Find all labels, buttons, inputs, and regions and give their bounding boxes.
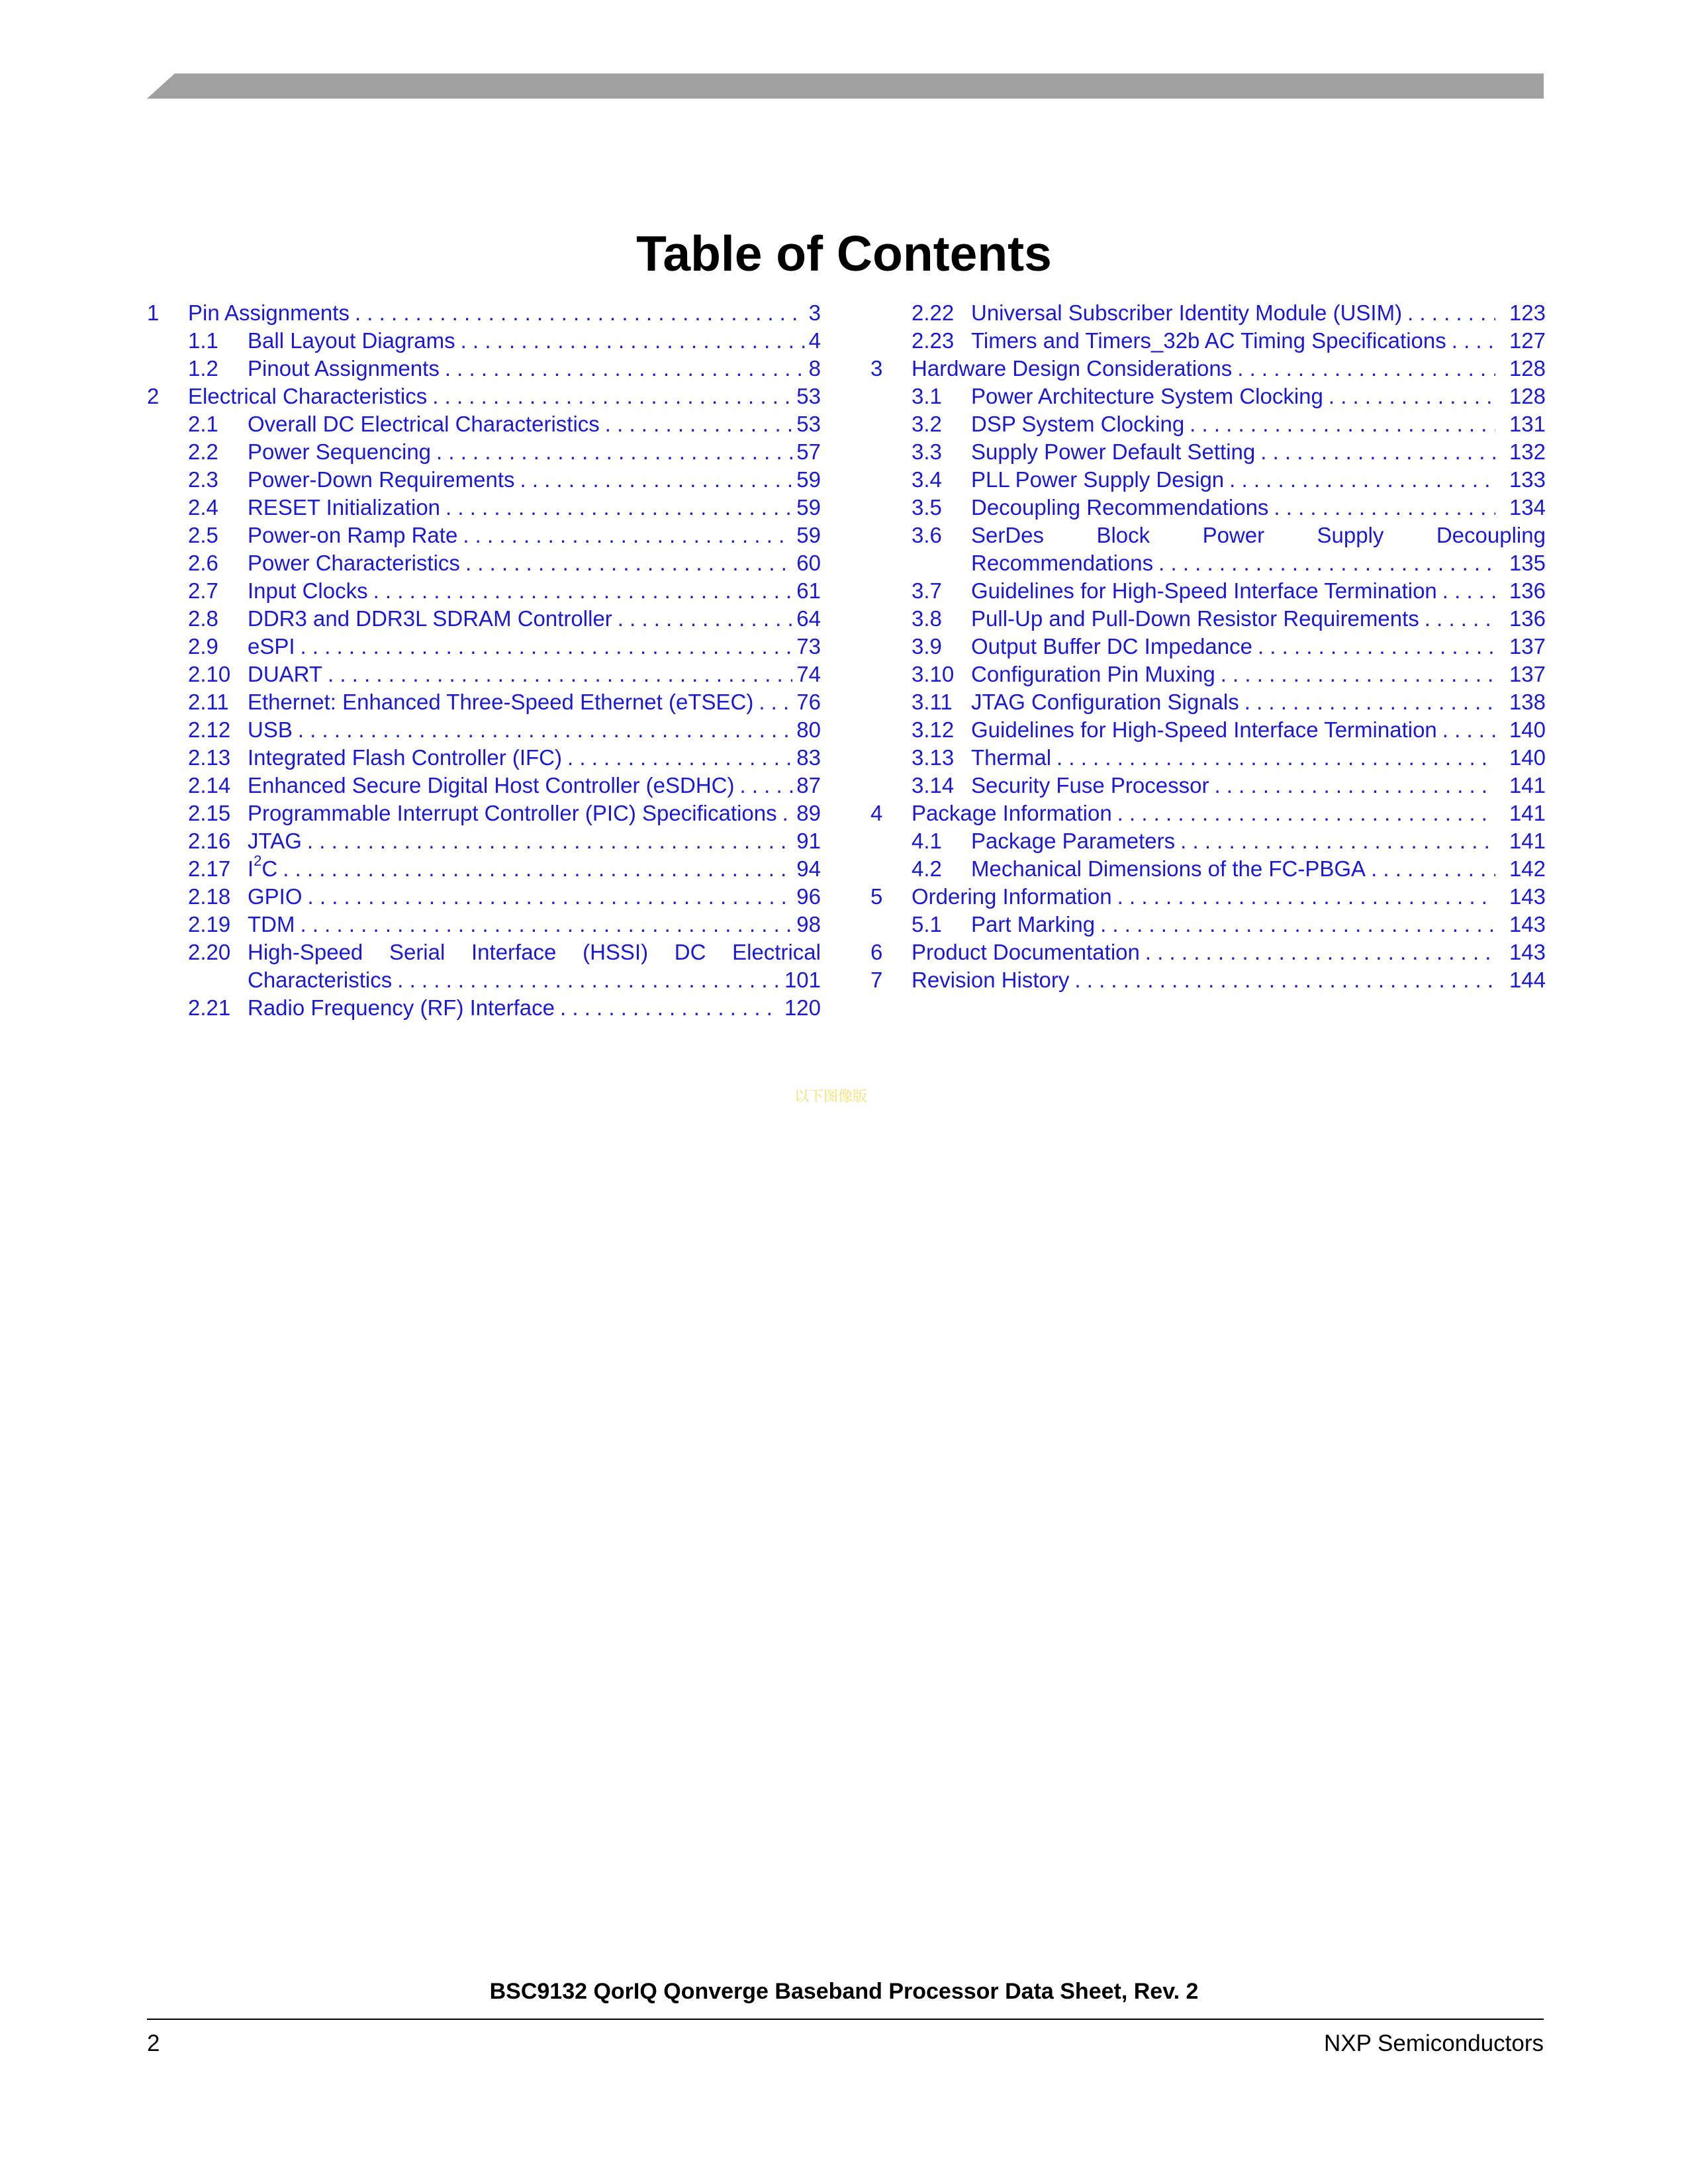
toc-entry-page: 73 [796,634,821,659]
toc-entry[interactable] [870,827,1546,855]
toc-entry-page: 61 [796,578,821,603]
toc-right-column [870,299,1546,994]
toc-entry-title: eSPI [248,634,295,659]
toc-entry[interactable] [147,383,821,410]
toc-entry[interactable] [870,438,1546,466]
toc-entry-title: Programmable Interrupt Controller (PIC) Specifications [248,801,777,825]
toc-entry[interactable] [147,883,821,911]
toc-entry-page: 142 [1509,856,1546,881]
toc-entry-page: 64 [796,606,821,631]
toc-entry[interactable] [870,744,1546,772]
toc-dot-leader [1229,466,1495,494]
toc-entry-title-sup: 2 [254,852,262,869]
toc-entry-page: 98 [796,912,821,936]
toc-dot-leader [308,883,793,911]
toc-entry-number: 2.2 [188,439,218,464]
toc-dot-leader [298,716,792,744]
toc-entry-number: 2.18 [188,884,231,909]
toc-entry-number: 1 [147,300,160,325]
toc-entry-title: Power Architecture System Clocking [971,384,1323,408]
toc-dot-leader [1180,827,1495,855]
toc-entry-number: 3 [870,356,883,381]
toc-entry[interactable] [870,466,1546,494]
toc-entry-page: 141 [1509,829,1546,853]
toc-dot-leader [1371,855,1495,883]
toc-dot-leader [1056,744,1495,772]
toc-dot-leader [618,605,792,633]
toc-entry[interactable] [147,577,821,605]
toc-entry-title: Hardware Design Considerations [912,356,1233,381]
toc-dot-leader [1214,772,1495,799]
toc-dot-leader [520,466,793,494]
toc-entry[interactable] [147,633,821,660]
toc-dot-leader [560,994,780,1022]
footer-company: NXP Semiconductors [1323,2030,1544,2056]
toc-entry-title: RESET Initialization [248,495,441,520]
toc-entry-title: Power Sequencing [248,439,432,464]
toc-entry-number: 2.10 [188,662,231,686]
toc-dot-leader [283,855,792,883]
toc-entry-number: 3.5 [912,495,942,520]
footer-rule [147,2019,1544,2020]
toc-entry[interactable] [870,355,1546,383]
toc-entry-page: 137 [1509,634,1546,659]
toc-dot-leader [432,383,792,410]
toc-entry-title: PLL Power Supply Design [971,467,1225,492]
toc-entry[interactable] [147,494,821,522]
toc-entry[interactable] [147,688,821,716]
toc-entry-title: Product Documentation [912,940,1140,964]
toc-dot-leader [301,633,793,660]
toc-entry-page: 141 [1509,773,1546,797]
toc-entry-title: Pinout Assignments [248,356,440,381]
toc-entry-page: 74 [796,662,821,686]
toc-entry[interactable] [147,966,821,994]
toc-entry-title: Ordering Information [912,884,1112,909]
toc-entry[interactable] [147,438,821,466]
toc-entry-number: 2.8 [188,606,218,631]
toc-dot-leader [1117,883,1495,911]
toc-entry-page: 132 [1509,439,1546,464]
toc-entry-title: DDR3 and DDR3L SDRAM Controller [248,606,612,631]
toc-entry-title: Universal Subscriber Identity Module (USIM) [971,300,1403,325]
toc-entry-page: 94 [796,856,821,881]
toc-dot-leader [1100,911,1495,938]
toc-dot-leader [463,522,792,549]
toc-dot-leader [373,577,793,605]
toc-entry-number: 3.4 [912,467,942,492]
toc-entry[interactable] [870,799,1546,827]
toc-entry-page: 123 [1509,300,1546,325]
toc-entry-title-line: SerDes Block Power Supply Decoupling [971,523,1546,547]
toc-entry-title: JTAG Configuration Signals [971,690,1239,714]
toc-entry-title: Pull-Up and Pull-Down Resistor Requirements [971,606,1419,631]
toc-entry[interactable] [870,383,1546,410]
toc-entry-number: 1.2 [188,356,218,381]
toc-entry[interactable] [870,716,1546,744]
toc-entry-page: 76 [796,690,821,714]
toc-entry-title-line: High-Speed Serial Interface (HSSI) DC Electrical [248,940,821,964]
toc-entry[interactable] [147,660,821,688]
toc-entry[interactable] [147,994,821,1022]
toc-entry-number: 2.5 [188,523,218,547]
toc-entry-page: 89 [796,801,821,825]
toc-entry[interactable] [870,494,1546,522]
toc-entry-page: 143 [1509,884,1546,909]
watermark-stamp: 以下图像版 [794,1088,868,1105]
toc-entry-title: DSP System Clocking [971,412,1185,436]
toc-entry-number: 1.1 [188,328,218,353]
toc-entry-title: Decoupling Recommendations [971,495,1269,520]
toc-dot-leader [1258,633,1495,660]
toc-entry-number: 2 [147,384,160,408]
toc-entry-number: 3.8 [912,606,942,631]
toc-entry-title: Recommendations [971,551,1154,575]
toc-entry-title: Security Fuse Processor [971,773,1209,797]
toc-dot-leader [1158,549,1495,577]
toc-entry-title: Configuration Pin Muxing [971,662,1215,686]
toc-entry[interactable] [147,827,821,855]
toc-entry-number: 3.10 [912,662,955,686]
toc-entry-number: 2.21 [188,995,231,1020]
toc-entry[interactable] [870,688,1546,716]
toc-entry-page: 91 [796,829,821,853]
toc-dot-leader [436,438,792,466]
toc-dot-leader [1442,577,1495,605]
toc-dot-leader [1237,355,1495,383]
toc-entry[interactable] [147,327,821,355]
toc-entry-page: 138 [1509,690,1546,714]
toc-entry[interactable] [870,577,1546,605]
toc-entry-title: Mechanical Dimensions of the FC-PBGA [971,856,1366,881]
toc-dot-leader [328,660,792,688]
toc-entry[interactable] [147,605,821,633]
toc-dot-leader [605,410,792,438]
toc-dot-leader [1190,410,1495,438]
toc-entry-number: 2.1 [188,412,218,436]
toc-entry-title: DUART [248,662,323,686]
toc-dot-leader [355,299,805,327]
toc-entry[interactable] [870,966,1546,994]
toc-entry-number: 2.13 [188,745,231,770]
toc-entry-title: Guidelines for High-Speed Interface Termination [971,578,1437,603]
toc-entry-page: 53 [796,384,821,408]
toc-entry[interactable] [870,883,1546,911]
toc-entry-number: 2.22 [912,300,955,325]
toc-entry-page: 136 [1509,606,1546,631]
toc-entry-title: TDM [248,912,295,936]
toc-entry[interactable] [147,744,821,772]
toc-entry[interactable] [870,410,1546,438]
toc-entry-number: 2.3 [188,467,218,492]
toc-entry-page: 120 [784,995,821,1020]
toc-entry-number: 2.17 [188,856,231,881]
toc-entry-page: 128 [1509,384,1546,408]
toc-entry-page: 140 [1509,717,1546,742]
toc-dot-leader [1425,605,1495,633]
toc-entry[interactable] [147,522,821,549]
toc-entry-title: Supply Power Default Setting [971,439,1256,464]
toc-dot-leader [445,355,805,383]
toc-entry-title-part: C [261,856,278,881]
toc-entry-number: 6 [870,940,883,964]
toc-entry-page: 131 [1509,412,1546,436]
toc-entry-page: 127 [1509,328,1546,353]
toc-entry-title: Thermal [971,745,1052,770]
toc-entry-number: 7 [870,968,883,992]
toc-entry-number: 2.14 [188,773,231,797]
toc-entry-title: Integrated Flash Controller (IFC) [248,745,563,770]
toc-entry-number: 2.4 [188,495,218,520]
toc-entry-page: 3 [808,300,821,325]
toc-entry-page: 136 [1509,578,1546,603]
toc-dot-leader [1074,966,1495,994]
toc-entry-page: 141 [1509,801,1546,825]
toc-entry-number: 3.14 [912,773,955,797]
toc-dot-leader [782,799,793,827]
toc-entry-page: 53 [796,412,821,436]
toc-entry[interactable] [147,772,821,799]
toc-entry-title-part: I [248,856,254,881]
toc-entry-page: 87 [796,773,821,797]
toc-entry-title: Power-Down Requirements [248,467,515,492]
toc-entry[interactable] [147,799,821,827]
toc-entry-number: 3.2 [912,412,942,436]
toc-entry[interactable] [870,633,1546,660]
toc-entry[interactable] [147,466,821,494]
toc-entry-title: Power-on Ramp Rate [248,523,458,547]
toc-entry[interactable] [870,522,1546,549]
toc-entry[interactable] [147,549,821,577]
toc-entry-title: Characteristics [248,968,393,992]
toc-entry-number: 4 [870,801,883,825]
toc-entry-number: 2.19 [188,912,231,936]
toc-entry[interactable] [147,716,821,744]
toc-entry[interactable] [870,605,1546,633]
toc-entry-number: 3.11 [912,690,953,714]
toc-entry-page: 59 [796,467,821,492]
toc-entry[interactable] [870,911,1546,938]
toc-entry-title: Package Information [912,801,1112,825]
toc-dot-leader [1260,438,1495,466]
toc-entry-title: Package Parameters [971,829,1176,853]
toc-dot-leader [445,494,792,522]
toc-dot-leader [1329,383,1495,410]
toc-entry-number: 2.9 [188,634,218,659]
toc-entry-title: JTAG [248,829,302,853]
toc-entry-page: 80 [796,717,821,742]
toc-entry-title: Ethernet: Enhanced Three-Speed Ethernet (eTSEC) [248,690,754,714]
footer-page-number: 2 [147,2030,160,2056]
toc-entry[interactable] [147,299,821,327]
toc-entry-page: 143 [1509,940,1546,964]
toc-entry[interactable] [870,549,1546,577]
toc-entry-title: Ball Layout Diagrams [248,328,455,353]
toc-entry-number: 3.12 [912,717,955,742]
toc-entry-number: 4.1 [912,829,942,853]
toc-entry[interactable] [870,660,1546,688]
toc-entry-page: 60 [796,551,821,575]
toc-entry-title: GPIO [248,884,303,909]
toc-entry-number: 5.1 [912,912,942,936]
toc-entry-page: 140 [1509,745,1546,770]
toc-entry-page: 144 [1509,968,1546,992]
toc-left-column [147,299,821,1022]
page-title: Table of Contents [636,226,1052,281]
toc-entry-title: Power Characteristics [248,551,460,575]
toc-entry-title [248,852,283,883]
toc-entry[interactable] [147,938,821,966]
toc-entry-number: 2.23 [912,328,955,353]
toc-entry[interactable] [870,327,1546,355]
toc-entry-page: 83 [796,745,821,770]
toc-entry-number: 3.13 [912,745,955,770]
toc-dot-leader [465,549,792,577]
toc-entry-title: Revision History [912,968,1070,992]
toc-entry-title: Input Clocks [248,578,368,603]
toc-dot-leader [1442,716,1495,744]
toc-dot-leader [739,772,792,799]
toc-dot-leader [1221,660,1495,688]
toc-entry-title: Radio Frequency (RF) Interface [248,995,555,1020]
toc-entry-page: 59 [796,495,821,520]
toc-entry-page: 96 [796,884,821,909]
toc-dot-leader [1274,494,1495,522]
toc-dot-leader [1244,688,1495,716]
toc-dot-leader [1145,938,1495,966]
toc-entry-number: 3.7 [912,578,942,603]
toc-entry-page: 128 [1509,356,1546,381]
toc-entry-number: 4.2 [912,856,942,881]
toc-entry-number: 3.9 [912,634,942,659]
toc-dot-leader [1407,299,1495,327]
toc-dot-leader [1452,327,1495,355]
toc-entry-page: 137 [1509,662,1546,686]
toc-entry-number: 5 [870,884,883,909]
toc-entry-title: Pin Assignments [188,300,350,325]
toc-entry[interactable] [147,911,821,938]
toc-entry-title: Timers and Timers_32b AC Timing Specifications [971,328,1446,353]
toc-entry-page: 57 [796,439,821,464]
toc-entry[interactable] [147,410,821,438]
toc-entry-page: 4 [808,328,821,353]
toc-entry-title: Enhanced Secure Digital Host Controller (eSDHC) [248,773,735,797]
toc-entry[interactable] [870,855,1546,883]
toc-entry-page: 101 [784,968,821,992]
toc-entry[interactable] [147,852,821,883]
toc-entry-title: Overall DC Electrical Characteristics [248,412,600,436]
toc-entry-number: 3.3 [912,439,942,464]
toc-dot-leader [300,911,792,938]
toc-dot-leader [1117,799,1495,827]
toc-entry-page: 133 [1509,467,1546,492]
toc-entry-title: Guidelines for High-Speed Interface Termination [971,717,1437,742]
toc-dot-leader [397,966,780,994]
toc-entry-number: 3.1 [912,384,942,408]
toc-entry-number: 2.16 [188,829,231,853]
toc-entry-title: Electrical Characteristics [188,384,428,408]
toc-entry[interactable] [870,299,1546,327]
toc-entry-page: 135 [1509,551,1546,575]
toc-entry-page: 59 [796,523,821,547]
toc-entry-number: 2.12 [188,717,231,742]
toc-dot-leader [567,744,792,772]
toc-entry-number: 3.6 [912,523,942,547]
toc-entry-title: Part Marking [971,912,1096,936]
toc-entry-number: 2.7 [188,578,218,603]
toc-entry-number: 2.20 [188,940,231,964]
toc-entry-page: 8 [808,356,821,381]
toc-dot-leader [461,327,805,355]
toc-entry-page: 134 [1509,495,1546,520]
toc-entry[interactable] [870,772,1546,799]
toc-entry-number: 2.11 [188,690,229,714]
toc-dot-leader [307,827,792,855]
footer-doc-title: BSC9132 QorIQ Qonverge Baseband Processor Data Sheet, Rev. 2 [489,1979,1199,2004]
toc-entry[interactable] [147,355,821,383]
toc-entry-number: 2.15 [188,801,231,825]
toc-entry-title: Output Buffer DC Impedance [971,634,1252,659]
toc-entry-title: USB [248,717,293,742]
toc-entry-number: 2.6 [188,551,218,575]
toc-entry-page: 143 [1509,912,1546,936]
header-bar [147,73,1544,99]
toc-entry[interactable] [870,938,1546,966]
toc-dot-leader [759,688,792,716]
